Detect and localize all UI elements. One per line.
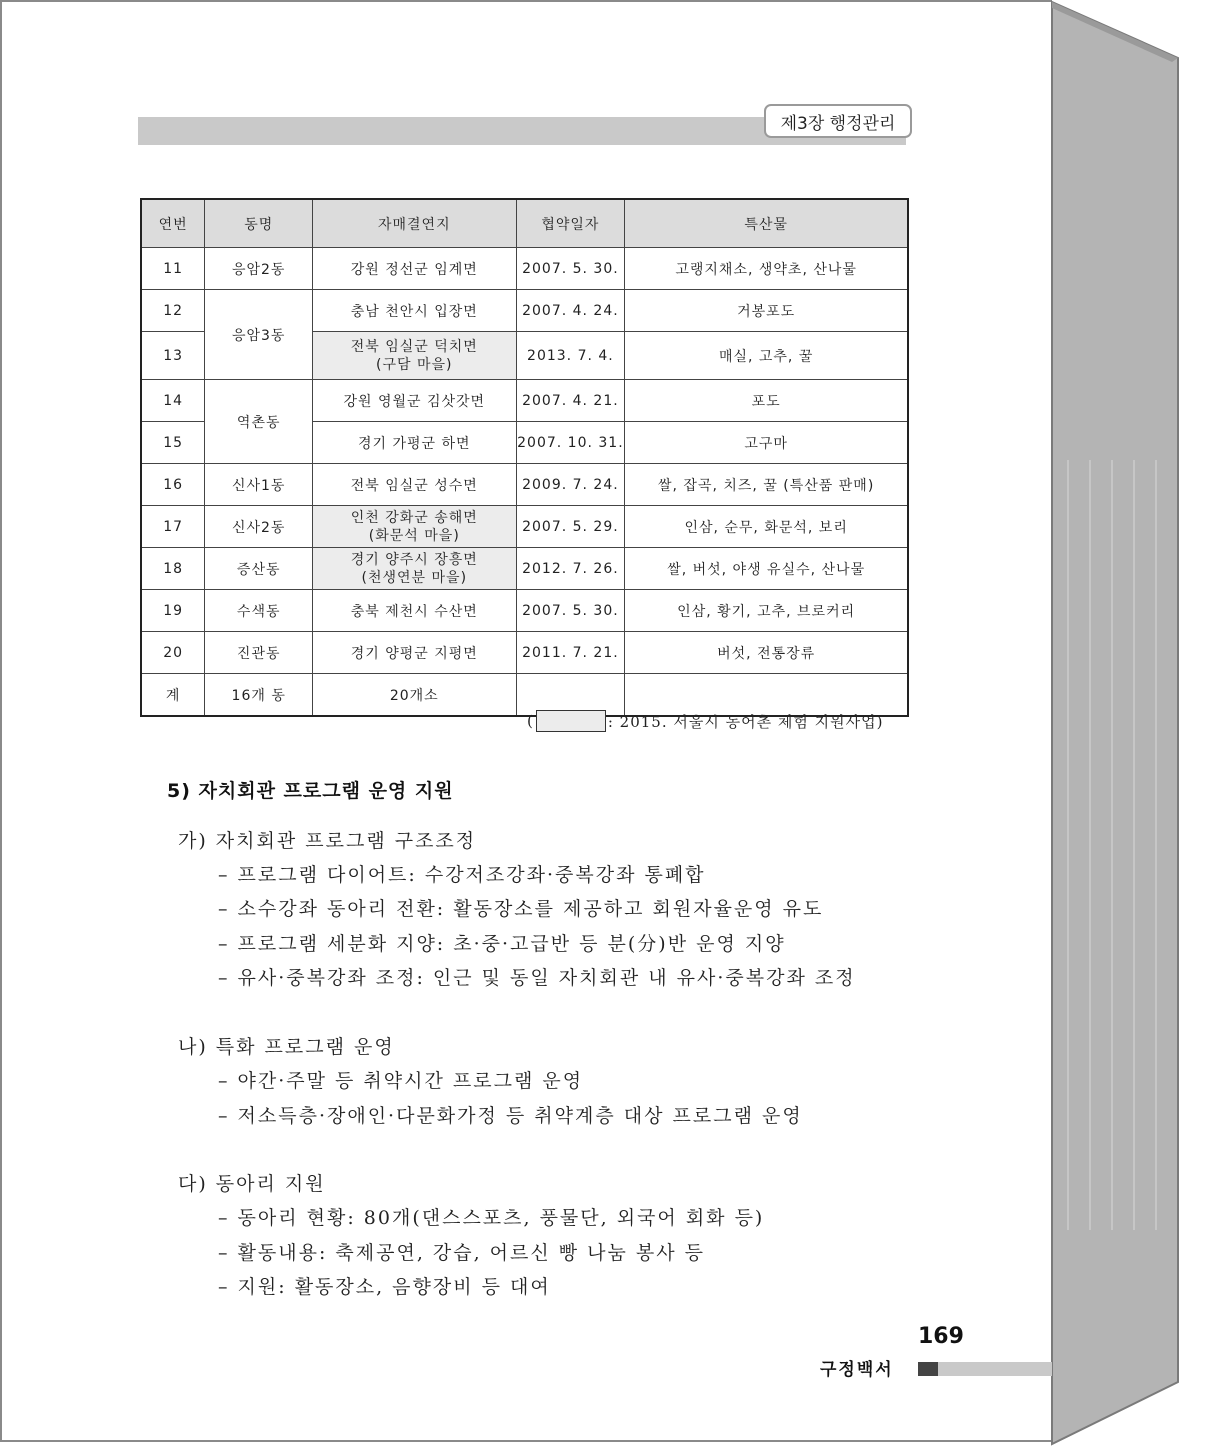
sister-site-line1: 전북 임실군 덕치면 bbox=[350, 338, 478, 355]
dong-name: 응암3동 bbox=[205, 290, 313, 380]
agreement-date: 2007. 4. 24. bbox=[516, 290, 625, 332]
table-row bbox=[141, 506, 908, 548]
dong-name: 신사2동 bbox=[205, 506, 313, 548]
sister-site: 충북 제천시 수산면 bbox=[313, 590, 516, 632]
table-note bbox=[527, 710, 883, 732]
footer-book-title: 구정백서 bbox=[820, 1360, 894, 1380]
bullet-item: – 동아리 현황: 80개(댄스스포츠, 풍물단, 외국어 회화 등) bbox=[218, 1207, 765, 1229]
header-cell: 자매결연지 bbox=[313, 199, 516, 248]
agreement-date: 2011. 7. 21. bbox=[516, 632, 625, 674]
sub-heading: 다) 동아리 지원 bbox=[178, 1173, 326, 1195]
row-number: 15 bbox=[141, 422, 205, 464]
sub-heading: 가) 자치회관 프로그램 구조조정 bbox=[178, 830, 477, 852]
row-number: 20 bbox=[141, 632, 205, 674]
table-header-row bbox=[141, 199, 908, 248]
specialty-product: 포도 bbox=[625, 380, 908, 422]
dong-name: 신사1동 bbox=[205, 464, 313, 506]
dong-name: 수색동 bbox=[205, 590, 313, 632]
table-row bbox=[141, 632, 908, 674]
row-number: 19 bbox=[141, 590, 205, 632]
row-number: 14 bbox=[141, 380, 205, 422]
dong-name: 증산동 bbox=[205, 548, 313, 590]
sister-site: 경기 가평군 하면 bbox=[313, 422, 516, 464]
sister-site bbox=[313, 506, 516, 548]
sister-site: 강원 영월군 김삿갓면 bbox=[313, 380, 516, 422]
total-dongs: 16개 동 bbox=[205, 674, 313, 717]
section-title: 5) 자치회관 프로그램 운영 지원 bbox=[167, 780, 454, 802]
bullet-item: – 야간·주말 등 취약시간 프로그램 운영 bbox=[218, 1070, 584, 1092]
bullet-item: – 프로그램 세분화 지양: 초·중·고급반 등 분(分)반 운영 지양 bbox=[218, 933, 786, 955]
bullet-item: – 유사·중복강좌 조정: 인근 및 동일 자치회관 내 유사·중복강좌 조정 bbox=[218, 967, 856, 989]
agreement-date: 2007. 5. 30. bbox=[516, 590, 625, 632]
table-row bbox=[141, 248, 908, 290]
specialty-product: 거봉포도 bbox=[625, 290, 908, 332]
specialty-product: 버섯, 전통장류 bbox=[625, 632, 908, 674]
note-legend-swatch bbox=[536, 710, 606, 732]
sister-site bbox=[313, 332, 516, 380]
agreement-date: 2012. 7. 26. bbox=[516, 548, 625, 590]
table-row bbox=[141, 464, 908, 506]
header-cell: 동명 bbox=[205, 199, 313, 248]
bullet-item: – 프로그램 다이어트: 수강저조강좌·중복강좌 통폐합 bbox=[218, 864, 706, 886]
specialty-product: 쌀, 잡곡, 치즈, 꿀 (특산품 판매) bbox=[625, 464, 908, 506]
bullet-item: – 지원: 활동장소, 음향장비 등 대여 bbox=[218, 1276, 551, 1298]
agreement-date: 2007. 5. 29. bbox=[516, 506, 625, 548]
table-row bbox=[141, 290, 908, 332]
bullet-item: – 활동내용: 축제공연, 강습, 어르신 빵 나눔 봉사 등 bbox=[218, 1242, 706, 1264]
agreement-date: 2007. 5. 30. bbox=[516, 248, 625, 290]
agreement-date: 2007. 4. 21. bbox=[516, 380, 625, 422]
sister-site: 전북 임실군 성수면 bbox=[313, 464, 516, 506]
specialty-product: 인삼, 순무, 화문석, 보리 bbox=[625, 506, 908, 548]
agreement-date: 2013. 7. 4. bbox=[516, 332, 625, 380]
header-cell: 협약일자 bbox=[516, 199, 625, 248]
note-text: : 2015. 서울시 농어촌 체험 지원사업) bbox=[607, 712, 884, 731]
sister-site-line2: (천생연분 마을) bbox=[361, 569, 468, 586]
table-row bbox=[141, 548, 908, 590]
total-sites: 20개소 bbox=[313, 674, 516, 717]
bullet-item: – 저소득층·장애인·다문화가정 등 취약계층 대상 프로그램 운영 bbox=[218, 1105, 803, 1127]
total-label: 계 bbox=[141, 674, 205, 717]
footer-marker bbox=[918, 1362, 938, 1376]
sister-site: 경기 양평군 지평면 bbox=[313, 632, 516, 674]
sister-site: 강원 정선군 임계면 bbox=[313, 248, 516, 290]
header-cell: 연번 bbox=[141, 199, 205, 248]
sister-site-line2: (구담 마을) bbox=[376, 356, 453, 373]
table-row bbox=[141, 380, 908, 422]
row-number: 18 bbox=[141, 548, 205, 590]
row-number: 13 bbox=[141, 332, 205, 380]
specialty-product: 고구마 bbox=[625, 422, 908, 464]
sister-site-line2: (화문석 마을) bbox=[368, 527, 460, 544]
agreement-date: 2007. 10. 31. bbox=[516, 422, 625, 464]
agreement-date: 2009. 7. 24. bbox=[516, 464, 625, 506]
header-cell: 특산물 bbox=[625, 199, 908, 248]
specialty-product: 매실, 고추, 꿀 bbox=[625, 332, 908, 380]
sister-site-line1: 경기 양주시 장흥면 bbox=[350, 551, 478, 568]
sister-city-table bbox=[140, 198, 909, 717]
row-number: 11 bbox=[141, 248, 205, 290]
note-open-paren: ( bbox=[527, 712, 534, 730]
chapter-tab: 제3장 행정관리 bbox=[764, 104, 912, 138]
dong-name: 응암2동 bbox=[205, 248, 313, 290]
specialty-product: 고랭지채소, 생약초, 산나물 bbox=[625, 248, 908, 290]
table-row bbox=[141, 590, 908, 632]
row-number: 16 bbox=[141, 464, 205, 506]
row-number: 17 bbox=[141, 506, 205, 548]
sister-site: 충남 천안시 입장면 bbox=[313, 290, 516, 332]
dong-name: 역촌동 bbox=[205, 380, 313, 464]
specialty-product: 쌀, 버섯, 야생 유실수, 산나물 bbox=[625, 548, 908, 590]
bullet-item: – 소수강좌 동아리 전환: 활동장소를 제공하고 회원자율운영 유도 bbox=[218, 898, 824, 920]
sub-heading: 나) 특화 프로그램 운영 bbox=[178, 1036, 395, 1058]
page-number: 169 bbox=[918, 1324, 964, 1349]
dong-name: 진관동 bbox=[205, 632, 313, 674]
sister-site-line1: 인천 강화군 송해면 bbox=[350, 509, 478, 526]
footer-bar bbox=[938, 1362, 1052, 1376]
sister-site bbox=[313, 548, 516, 590]
row-number: 12 bbox=[141, 290, 205, 332]
specialty-product: 인삼, 황기, 고추, 브로커리 bbox=[625, 590, 908, 632]
